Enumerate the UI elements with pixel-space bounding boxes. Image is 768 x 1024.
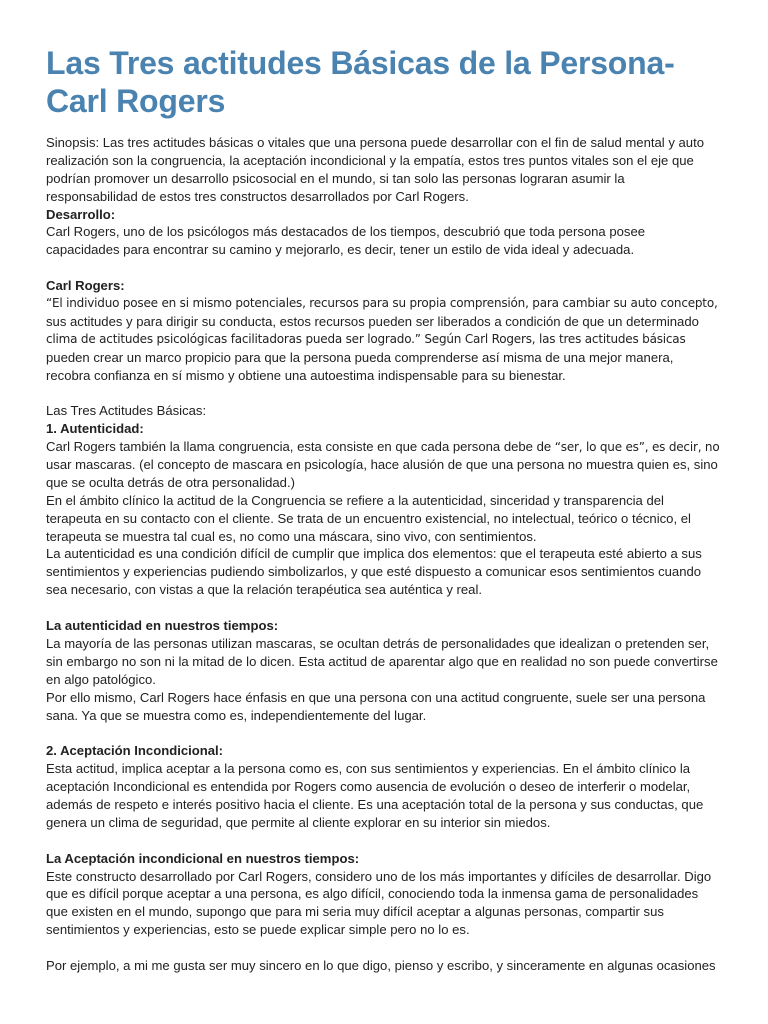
paragraph-line [46,134,731,152]
paragraph-line: La autenticidad es una condición difícil de cumplir que implica dos elementos: que el terapeuta esté abierto a sus [46,546,702,562]
paragraph-line: La mayoría de las personas utilizan mascaras, se ocultan detrás de personalidades que idealizan o pretenden ser, [46,635,710,651]
paragraph-line [46,438,731,456]
paragraph-line: pueden crear un marco propicio para que la persona pueda comprenderse así misma de una mejor manera, [46,349,674,365]
section-heading: Carl Rogers: [46,278,125,294]
paragraph-gap [46,384,731,402]
paragraph-line: sea necesario, con vistas a que la relación terapéutica sea auténtica y real. [46,582,482,598]
paragraph-line: Por ejemplo, a mi me gusta ser muy sincero en lo que digo, pienso y escribo, y sinceramente en algunas ocasiones [46,957,716,973]
paragraph-line: Por ello mismo, Carl Rogers hace énfasis en que una persona con una actitud congruente, suele ser una persona [46,689,706,705]
paragraph-line: Esta actitud, implica aceptar a la persona como es, con sus sentimientos y experiencias. En el ámbito clínico la [46,761,691,777]
paragraph-line: sentimientos y experiencias pudiendo simbolizarlos, y que esté dispuesto a comunicar esos sentimientos cuando [46,564,702,580]
paragraph-line: en algo patológico. [46,671,156,687]
section-heading: Desarrollo: [46,206,116,222]
paragraph-line: sus actitudes y para dirigir su conducta, estos recursos pueden ser liberados a condición de que un determinado [46,313,699,329]
document-body [46,134,731,975]
paragraph-line: usar mascaras. (el concepto de mascara en psicología, hace alusión de que una persona no muestra quien es, sino [46,457,718,473]
paragraph-gap [46,259,731,277]
paragraph-line: que se oculta detrás de otra personalidad.) [46,474,295,490]
paragraph-line: sin embargo no son ni la mitad de lo dicen. Esta actitud de aparentar algo que en realidad no son puede convertirse [46,653,718,669]
paragraph-gap [46,599,731,617]
paragraph-line: En el ámbito clínico la actitud de la Congruencia se refiere a la autenticidad, sinceridad y transparencia del [46,492,664,508]
paragraph-line: Carl Rogers, uno de los psicólogos más destacados de los tiempos, descubrió que toda persona posee [46,224,646,240]
quote-line: clima de actitudes psicológicas facilitadoras pueda ser logrado.” Según Carl Rogers, las tres actitudes básicas [46,331,686,346]
paragraph-line: sana. Ya que se muestra como es, independientemente del lugar. [46,707,427,723]
paragraph-gap [46,724,731,742]
section-heading: La autenticidad en nuestros tiempos: [46,618,279,634]
quote-line: “El individuo posee en si mismo potenciales, recursos para su propia comprensión, para cambiar su auto concepto, [46,296,718,311]
paragraph-line: que existen en el mundo, supongo que para mi seria muy difícil aceptar a algunas personas, compartir sus [46,904,664,920]
paragraph-line: Este constructo desarrollado por Carl Rogers, considero uno de los más importantes y difíciles de desarrollar. Digo [46,868,712,884]
paragraph-line: sentimientos y experiencias, esto se puede explicar simple pero no lo es. [46,922,470,938]
paragraph-line: aceptación Incondicional es entendida por Rogers como ausencia de evolución o deseo de interferir o modelar, [46,779,691,795]
paragraph-line: realización son la congruencia, la aceptación incondicional y la empatía, estos tres puntos vitales son el eje que [46,152,694,168]
line-segment: Carl Rogers también la llama congruencia, esta consiste en que cada persona debe de [46,439,552,455]
paragraph-line: genera un clima de seguridad, que permite al cliente explorar en su interior sin miedos. [46,814,551,830]
paragraph-line: capacidades para encontrar su camino y mejorarlo, es decir, tener un estilo de vida ideal y adecuada. [46,242,635,258]
paragraph-line: terapeuta se muestra tal cual es, no como una máscara, sino vivo, con sentimientos. [46,528,537,544]
paragraph-line: que es difícil porque aceptar a una persona, es algo difícil, conociendo toda la inmensa gama de personalidades [46,886,699,902]
paragraph-line: además de respeto e interés positivo hacia el cliente. Es una aceptación total de la persona y sus conductas, que [46,796,704,812]
subsection-heading: Las Tres Actitudes Básicas: [46,403,207,419]
section-heading: 2. Aceptación Incondicional: [46,743,224,759]
synopsis-label: Sinopsis: [46,135,100,150]
paragraph-gap [46,832,731,850]
paragraph-gap [46,939,731,957]
paragraph-line: terapeuta en su contacto con el cliente. Se trata de un encuentro existencial, no intelectual, teórico o técnico, el [46,510,691,526]
section-heading: 1. Autenticidad: [46,421,144,437]
line-segment: “ser, lo que es”, es decir, no [551,440,720,455]
section-heading: La Aceptación incondicional en nuestros tiempos: [46,850,360,866]
paragraph-line: podrían promover un desarrollo psicosocial en el mundo, si tan solo las personas lograran asumir la [46,170,625,186]
synopsis-text: Las tres actitudes básicas o vitales que una persona puede desarrollar con el fin de salud mental y auto [99,135,705,150]
paragraph-line: responsabilidad de estos tres constructos desarrollados por Carl Rogers. [46,188,469,204]
paragraph-line: recobra confianza en sí mismo y obtiene una autoestima indispensable para su bienestar. [46,367,566,383]
document-title: Las Tres actitudes Básicas de la Persona- Carl Rogers [46,45,675,119]
